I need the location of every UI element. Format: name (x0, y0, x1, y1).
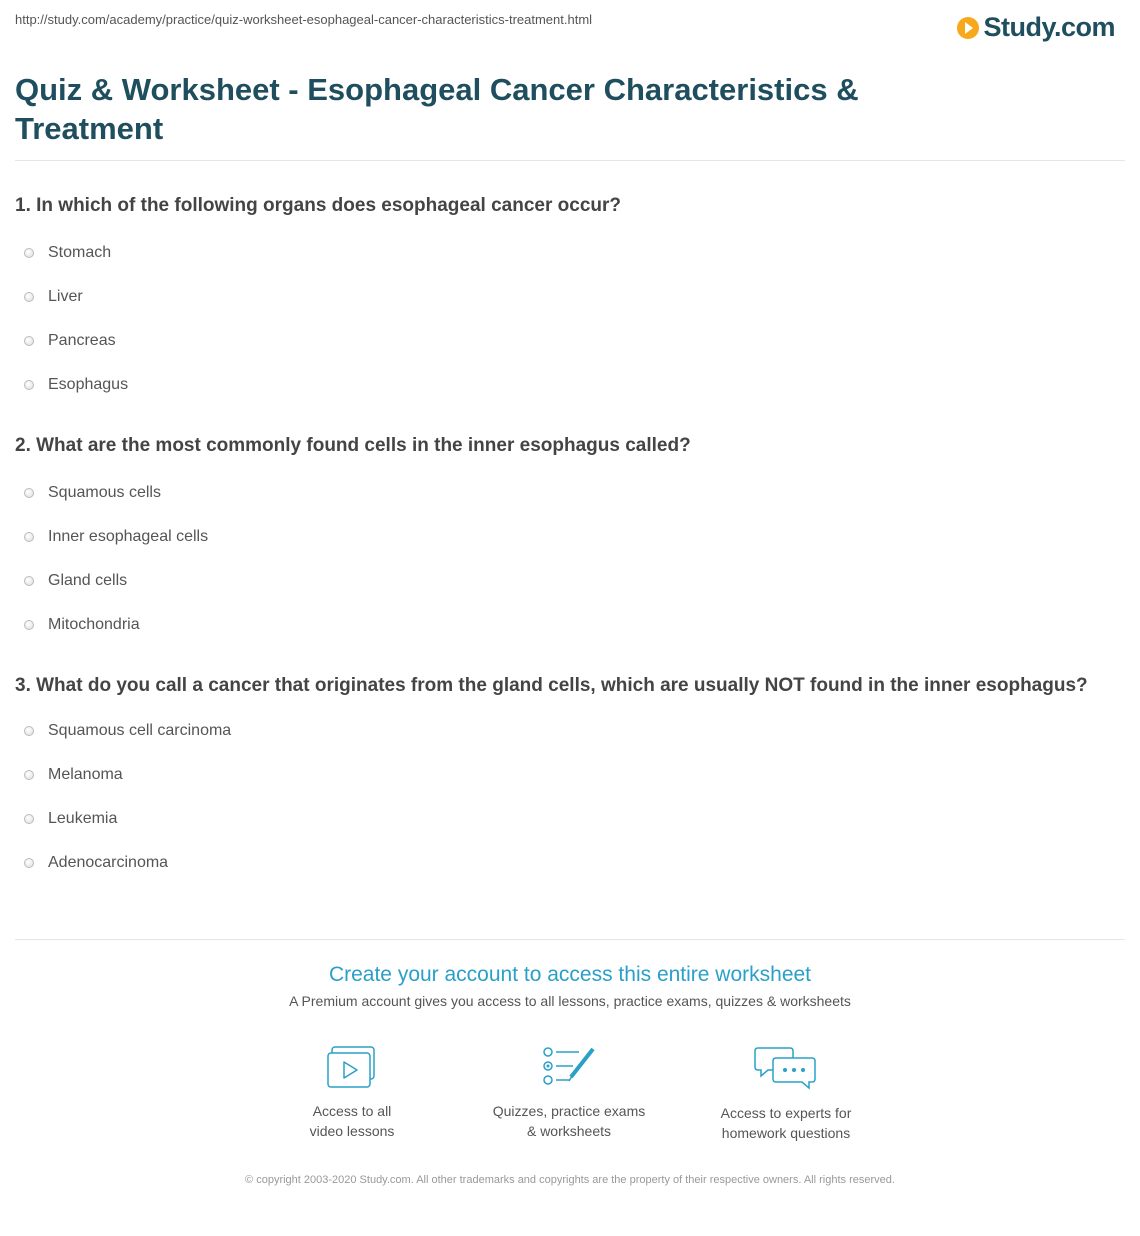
radio-button-icon[interactable] (24, 380, 34, 390)
answer-label: Leukemia (48, 810, 118, 827)
answer-option[interactable] (15, 363, 1105, 407)
answer-label: Pancreas (48, 332, 116, 349)
answer-list (15, 231, 1105, 407)
answer-option[interactable] (15, 231, 1105, 275)
quiz-checklist-icon (541, 1045, 597, 1089)
play-logo-icon (957, 17, 979, 39)
answer-label: Adenocarcinoma (48, 854, 169, 871)
radio-button-icon[interactable] (24, 620, 34, 630)
answer-option[interactable] (15, 275, 1105, 319)
radio-button-icon[interactable] (24, 858, 34, 868)
answer-option[interactable] (15, 559, 1105, 603)
question-3 (15, 673, 1105, 885)
answer-list (15, 471, 1105, 647)
page-url: http://study.com/academy/practice/quiz-worksheet-esophageal-cancer-characteristics-treatment.html (15, 12, 593, 27)
answer-option[interactable] (15, 319, 1105, 363)
answer-option[interactable] (15, 515, 1105, 559)
answer-label: Esophagus (48, 376, 129, 393)
answer-label: Stomach (48, 244, 112, 261)
answer-label: Squamous cell carcinoma (48, 722, 232, 739)
question-2 (15, 433, 1105, 647)
answer-option[interactable] (15, 471, 1105, 515)
radio-button-icon[interactable] (24, 248, 34, 258)
answer-label: Melanoma (48, 766, 123, 783)
answer-option[interactable] (15, 797, 1105, 841)
feature-label: Access to all video lessons (309, 1103, 395, 1139)
study-logo[interactable] (957, 12, 1115, 43)
divider (15, 160, 1125, 161)
answer-option[interactable] (15, 753, 1105, 797)
radio-button-icon[interactable] (24, 770, 34, 780)
radio-button-icon[interactable] (24, 292, 34, 302)
cta-subtitle: A Premium account gives you access to all lessons, practice exams, quizzes & worksheets (289, 993, 851, 1009)
feature-label: Access to experts for homework questions (720, 1105, 852, 1141)
answer-option[interactable] (15, 709, 1105, 753)
answer-label: Gland cells (48, 572, 128, 589)
radio-button-icon[interactable] (24, 336, 34, 346)
feature-quizzes (469, 1045, 669, 1141)
divider (15, 939, 1125, 940)
create-account-link[interactable]: Create your account to access this entire worksheet (328, 963, 812, 986)
question-1 (15, 193, 1105, 407)
question-text: 3. What do you call a cancer that originates from the gland cells, which are usually NOT found in the inner esophagus? (15, 675, 1088, 696)
question-text: 2. What are the most commonly found cells in the inner esophagus called? (15, 435, 691, 456)
logo-text: Study.com (983, 12, 1115, 42)
answer-label: Inner esophageal cells (48, 528, 209, 545)
answer-list (15, 709, 1105, 885)
radio-button-icon[interactable] (24, 726, 34, 736)
feature-experts (686, 1045, 886, 1143)
radio-button-icon[interactable] (24, 576, 34, 586)
radio-button-icon[interactable] (24, 814, 34, 824)
page-title: Quiz & Worksheet - Esophageal Cancer Characteristics & Treatment (15, 72, 859, 146)
answer-option[interactable] (15, 841, 1105, 885)
copyright-footer: © copyright 2003-2020 Study.com. All other trademarks and copyrights are the property of their respective owners. All rights reserved. (245, 1174, 895, 1186)
top-bar (15, 12, 1125, 42)
chat-bubbles-icon (754, 1045, 818, 1091)
feature-video-lessons (252, 1045, 452, 1141)
radio-button-icon[interactable] (24, 488, 34, 498)
video-lessons-icon (326, 1045, 378, 1089)
answer-label: Squamous cells (48, 484, 161, 501)
feature-label: Quizzes, practice exams & worksheets (492, 1103, 646, 1139)
answer-label: Mitochondria (48, 616, 140, 633)
question-text: 1. In which of the following organs does esophageal cancer occur? (15, 195, 621, 216)
answer-label: Liver (48, 288, 83, 305)
radio-button-icon[interactable] (24, 532, 34, 542)
answer-option[interactable] (15, 603, 1105, 647)
